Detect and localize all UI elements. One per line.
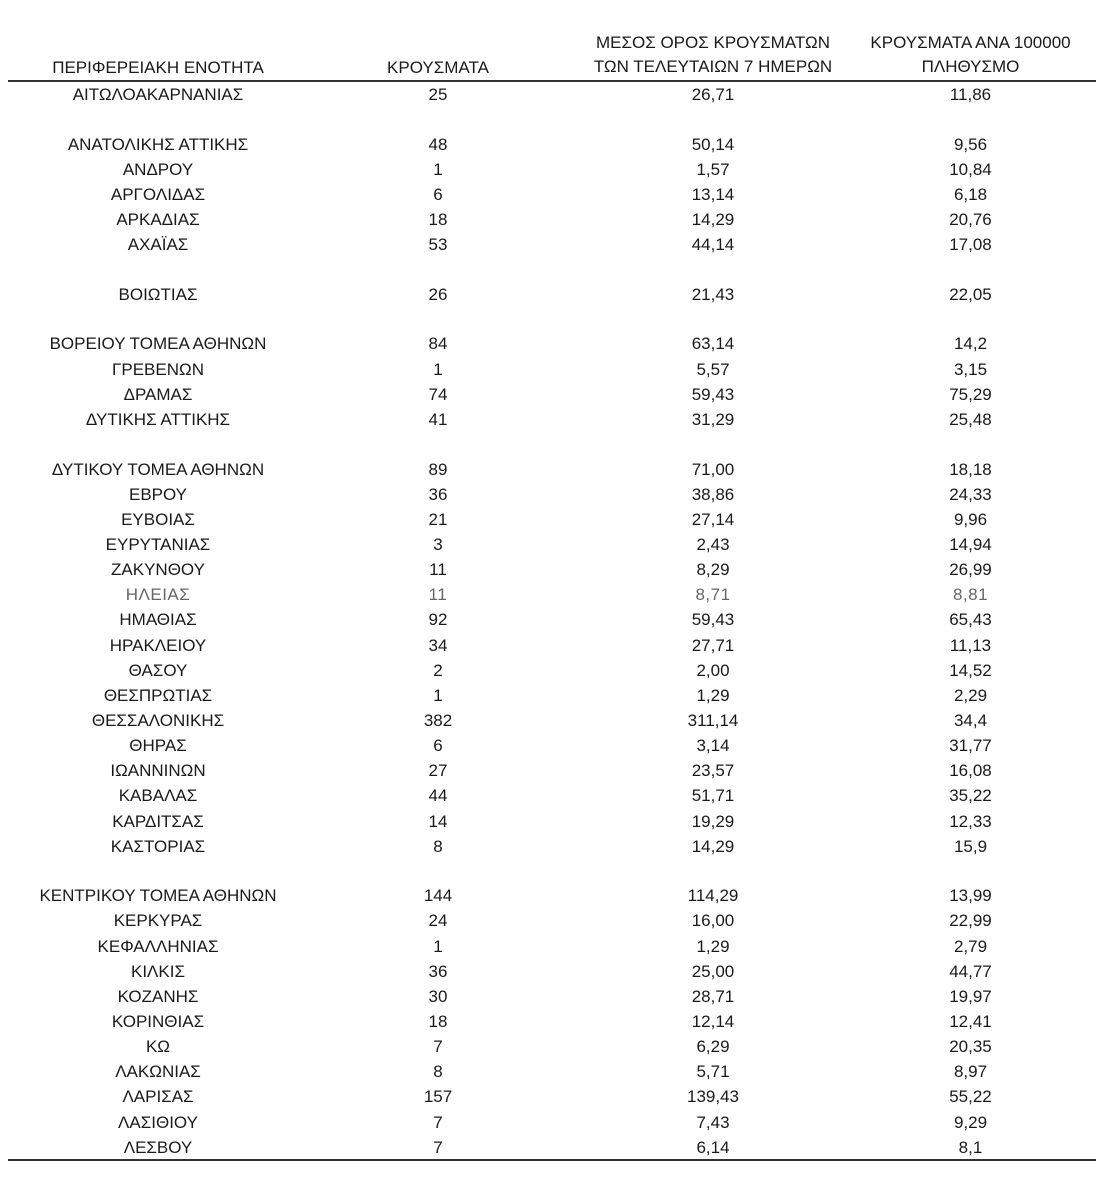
per-100000-cell: 24,33 bbox=[949, 484, 992, 504]
table-row bbox=[8, 633, 1096, 658]
per-100000-cell: 11,13 bbox=[949, 635, 992, 655]
cases-cell: 36 bbox=[428, 484, 448, 504]
per-100000-cell: 6,18 bbox=[953, 184, 988, 204]
table-row bbox=[8, 207, 1096, 232]
per-100000-cell: 2,29 bbox=[953, 685, 988, 705]
header-avg-line1: ΜΕΣΟΣ ΟΡΟΣ ΚΡΟΥΣΜΑΤΩΝ bbox=[596, 33, 830, 52]
table-row bbox=[8, 733, 1096, 758]
avg-7-days-cell: 13,14 bbox=[691, 184, 735, 204]
avg-7-days-cell: 114,29 bbox=[687, 886, 739, 906]
avg-7-days-cell: 8,29 bbox=[696, 560, 730, 580]
region-cell: ΔΡΑΜΑΣ bbox=[123, 384, 193, 404]
region-cell: ΖΑΚΥΝΘΟΥ bbox=[111, 560, 205, 580]
region-cell: ΚΟΖΑΝΗΣ bbox=[117, 986, 199, 1006]
per-100000-cell: 65,43 bbox=[949, 610, 992, 630]
region-cell: ΑΝΔΡΟΥ bbox=[122, 159, 194, 179]
region-cell: ΛΑΣΙΘΙΟΥ bbox=[118, 1112, 198, 1132]
avg-7-days-cell: 19,29 bbox=[691, 811, 735, 831]
per-100000-cell: 75,29 bbox=[949, 384, 992, 404]
per-100000-cell: 25,48 bbox=[949, 409, 992, 429]
region-cell: ΛΑΡΙΣΑΣ bbox=[122, 1087, 194, 1107]
table-header bbox=[8, 0, 1096, 82]
region-cell: ΚΑΒΑΛΑΣ bbox=[118, 786, 198, 806]
per-100000-cell: 31,77 bbox=[949, 736, 992, 756]
table-row bbox=[8, 908, 1096, 933]
cases-cell: 8 bbox=[433, 1062, 443, 1082]
table-row bbox=[8, 382, 1096, 407]
cases-cell: 8 bbox=[433, 836, 443, 856]
per-100000-cell: 44,77 bbox=[949, 961, 992, 981]
cases-cell: 157 bbox=[423, 1087, 453, 1107]
bottom-rule bbox=[8, 1159, 1096, 1161]
avg-7-days-cell: 6,14 bbox=[696, 1137, 730, 1157]
cases-cell: 89 bbox=[428, 459, 448, 479]
table-row bbox=[8, 1009, 1096, 1034]
cases-cell: 7 bbox=[433, 1037, 443, 1057]
per-100000-cell: 22,05 bbox=[949, 284, 992, 304]
cases-cell: 21 bbox=[428, 509, 448, 529]
per-100000-cell: 22,99 bbox=[949, 911, 992, 931]
table-row bbox=[8, 457, 1096, 482]
region-cell: ΑΡΓΟΛΙΔΑΣ bbox=[110, 184, 206, 204]
cases-cell: 92 bbox=[428, 610, 448, 630]
cases-cell: 48 bbox=[428, 134, 448, 154]
table-row bbox=[8, 557, 1096, 582]
per-100000-cell: 16,08 bbox=[949, 761, 992, 781]
cases-cell: 1 bbox=[433, 936, 443, 956]
per-100000-cell: 17,08 bbox=[949, 235, 992, 255]
avg-7-days-cell: 23,57 bbox=[691, 761, 735, 781]
per-100000-cell: 14,2 bbox=[953, 334, 988, 354]
region-cell: ΑΙΤΩΛΟΑΚΑΡΝΑΝΙΑΣ bbox=[72, 85, 244, 104]
avg-7-days-cell: 14,29 bbox=[691, 210, 735, 230]
avg-7-days-cell: 2,00 bbox=[696, 660, 730, 680]
table-row bbox=[8, 331, 1096, 356]
avg-7-days-cell: 63,14 bbox=[691, 334, 735, 354]
table-row bbox=[8, 507, 1096, 532]
header-avg-7-days bbox=[563, 31, 863, 79]
cases-cell: 382 bbox=[423, 710, 453, 730]
table-row bbox=[8, 783, 1096, 808]
per-100000-cell: 12,41 bbox=[949, 1012, 992, 1031]
table-row bbox=[8, 582, 1096, 607]
table-row bbox=[8, 82, 1096, 107]
avg-7-days-cell: 1,29 bbox=[696, 936, 730, 956]
region-cell: ΘΑΣΟΥ bbox=[128, 660, 188, 680]
table-row bbox=[8, 1034, 1096, 1059]
avg-7-days-cell: 7,43 bbox=[696, 1112, 730, 1132]
region-cell: ΕΒΡΟΥ bbox=[128, 484, 188, 504]
region-cell: ΛΕΣΒΟΥ bbox=[123, 1137, 193, 1157]
avg-7-days-cell: 59,43 bbox=[691, 384, 735, 404]
cases-table bbox=[8, 0, 1096, 1160]
cases-cell: 24 bbox=[428, 911, 448, 931]
table-row bbox=[8, 607, 1096, 632]
avg-7-days-cell: 5,57 bbox=[696, 359, 730, 379]
per-100000-cell: 34,4 bbox=[953, 710, 988, 730]
per-100000-cell: 8,81 bbox=[952, 585, 989, 605]
per-100000-cell: 55,22 bbox=[949, 1087, 992, 1107]
cases-cell: 36 bbox=[428, 961, 448, 981]
avg-7-days-cell: 1,57 bbox=[696, 159, 730, 179]
per-100000-cell: 14,52 bbox=[949, 660, 992, 680]
avg-7-days-cell: 26,71 bbox=[691, 85, 735, 104]
per-100000-cell: 15,9 bbox=[953, 836, 988, 856]
cases-cell: 7 bbox=[433, 1112, 443, 1132]
table-row bbox=[8, 834, 1096, 859]
table-row bbox=[8, 1084, 1096, 1109]
avg-7-days-cell: 2,43 bbox=[696, 534, 730, 554]
region-cell: ΘΕΣΣΑΛΟΝΙΚΗΣ bbox=[91, 710, 225, 730]
table-row bbox=[8, 1059, 1096, 1084]
region-cell: ΒΟΙΩΤΙΑΣ bbox=[118, 284, 198, 304]
table-row bbox=[8, 1110, 1096, 1135]
table-row bbox=[8, 482, 1096, 507]
table-row bbox=[8, 157, 1096, 182]
cases-cell: 1 bbox=[433, 359, 443, 379]
region-cell: ΚΑΣΤΟΡΙΑΣ bbox=[110, 836, 206, 856]
per-100000-cell: 9,56 bbox=[953, 134, 988, 154]
cases-cell: 2 bbox=[433, 660, 443, 680]
cases-cell: 25 bbox=[428, 85, 448, 104]
cases-cell: 27 bbox=[428, 761, 448, 781]
per-100000-cell: 35,22 bbox=[949, 786, 992, 806]
per-100000-cell: 10,84 bbox=[949, 159, 992, 179]
cases-cell: 11 bbox=[429, 560, 447, 580]
avg-7-days-cell: 28,71 bbox=[691, 986, 735, 1006]
table-row bbox=[8, 132, 1096, 157]
avg-7-days-cell: 38,86 bbox=[691, 484, 735, 504]
per-100000-cell: 14,94 bbox=[949, 534, 992, 554]
avg-7-days-cell: 14,29 bbox=[691, 836, 735, 856]
table-row bbox=[8, 182, 1096, 207]
avg-7-days-cell: 139,43 bbox=[687, 1087, 739, 1107]
region-cell: ΕΥΒΟΙΑΣ bbox=[121, 509, 195, 529]
cases-cell: 74 bbox=[428, 384, 448, 404]
per-100000-cell: 26,99 bbox=[949, 560, 992, 580]
cases-cell: 11 bbox=[428, 585, 448, 605]
table-body bbox=[8, 82, 1096, 1160]
avg-7-days-cell: 31,29 bbox=[691, 409, 735, 429]
table-row bbox=[8, 883, 1096, 908]
avg-7-days-cell: 71,00 bbox=[691, 459, 735, 479]
avg-7-days-cell: 3,14 bbox=[696, 736, 730, 756]
avg-7-days-cell: 16,00 bbox=[691, 911, 735, 931]
per-100000-cell: 12,33 bbox=[949, 811, 992, 831]
cases-cell: 18 bbox=[428, 1012, 448, 1031]
table-row bbox=[8, 1135, 1096, 1160]
table-row bbox=[8, 658, 1096, 683]
header-per-100000 bbox=[838, 31, 1100, 79]
per-100000-cell: 20,35 bbox=[949, 1037, 992, 1057]
per-100000-cell: 8,97 bbox=[953, 1062, 988, 1082]
avg-7-days-cell: 25,00 bbox=[691, 961, 735, 981]
region-cell: ΗΜΑΘΙΑΣ bbox=[119, 610, 197, 630]
region-cell: ΘΗΡΑΣ bbox=[129, 736, 187, 756]
avg-7-days-cell: 44,14 bbox=[691, 235, 735, 255]
header-avg-line2: ΤΩΝ ΤΕΛΕΥΤΑΙΩΝ 7 ΗΜΕΡΩΝ bbox=[593, 57, 833, 76]
table-row bbox=[8, 758, 1096, 783]
region-cell: ΒΟΡΕΙΟΥ ΤΟΜΕΑ ΑΘΗΝΩΝ bbox=[49, 334, 267, 354]
per-100000-cell: 20,76 bbox=[949, 210, 992, 230]
region-cell: ΚΕΦΑΛΛΗΝΙΑΣ bbox=[97, 936, 219, 956]
table-row bbox=[8, 232, 1096, 257]
per-100000-cell: 18,18 bbox=[949, 459, 992, 479]
table-row bbox=[8, 357, 1096, 382]
region-cell: ΕΥΡΥΤΑΝΙΑΣ bbox=[105, 534, 211, 554]
cases-cell: 34 bbox=[428, 635, 448, 655]
avg-7-days-cell: 21,43 bbox=[691, 284, 735, 304]
cases-cell: 26 bbox=[428, 284, 448, 304]
cases-cell: 144 bbox=[423, 886, 453, 906]
cases-cell: 1 bbox=[433, 685, 443, 705]
region-cell: ΑΝΑΤΟΛΙΚΗΣ ΑΤΤΙΚΗΣ bbox=[67, 134, 249, 154]
table-row bbox=[8, 708, 1096, 733]
table-row bbox=[8, 934, 1096, 959]
region-cell: ΚΙΛΚΙΣ bbox=[131, 961, 185, 981]
avg-7-days-cell: 6,29 bbox=[696, 1037, 730, 1057]
avg-7-days-cell: 12,14 bbox=[691, 1012, 735, 1031]
cases-cell: 3 bbox=[433, 534, 443, 554]
cases-cell: 41 bbox=[428, 409, 448, 429]
region-cell: ΚΕΝΤΡΙΚΟΥ ΤΟΜΕΑ ΑΘΗΝΩΝ bbox=[39, 886, 277, 906]
per-100000-cell: 13,99 bbox=[949, 886, 992, 906]
header-cases: ΚΡΟΥΣΜΑΤΑ bbox=[387, 58, 489, 77]
region-cell: ΚΩ bbox=[145, 1037, 171, 1057]
avg-7-days-cell: 51,71 bbox=[691, 786, 735, 806]
per-100000-cell: 9,96 bbox=[953, 509, 988, 529]
header-per-line1: ΚΡΟΥΣΜΑΤΑ ΑΝΑ 100000 bbox=[870, 33, 1071, 52]
region-cell: ΚΑΡΔΙΤΣΑΣ bbox=[112, 811, 204, 831]
table-row bbox=[8, 683, 1096, 708]
avg-7-days-cell: 27,71 bbox=[691, 635, 735, 655]
table-row bbox=[8, 407, 1096, 432]
per-100000-cell: 9,29 bbox=[953, 1112, 988, 1132]
region-cell: ΚΕΡΚΥΡΑΣ bbox=[113, 911, 203, 931]
per-100000-cell: 8,1 bbox=[958, 1137, 983, 1157]
table-row bbox=[8, 809, 1096, 834]
region-cell: ΓΡΕΒΕΝΩΝ bbox=[112, 359, 204, 379]
cases-cell: 18 bbox=[428, 210, 448, 230]
region-cell: ΚΟΡΙΝΘΙΑΣ bbox=[111, 1012, 205, 1031]
per-100000-cell: 11,86 bbox=[949, 85, 992, 104]
region-cell: ΙΩΑΝΝΙΝΩΝ bbox=[110, 761, 206, 781]
avg-7-days-cell: 59,43 bbox=[691, 610, 735, 630]
cases-cell: 53 bbox=[428, 235, 448, 255]
per-100000-cell: 3,15 bbox=[953, 359, 988, 379]
header-region: ΠΕΡΙΦΕΡΕΙΑΚΗ ΕΝΟΤΗΤΑ bbox=[52, 58, 264, 77]
avg-7-days-cell: 8,71 bbox=[695, 585, 731, 605]
region-cell: ΛΑΚΩΝΙΑΣ bbox=[115, 1062, 201, 1082]
region-cell: ΗΛΕΙΑΣ bbox=[125, 585, 191, 605]
table-row bbox=[8, 282, 1096, 307]
cases-cell: 44 bbox=[428, 786, 448, 806]
region-cell: ΑΧΑΪΑΣ bbox=[127, 235, 189, 255]
cases-cell: 7 bbox=[433, 1137, 443, 1157]
header-per-line2: ΠΛΗΘΥΣΜΟ bbox=[921, 57, 1020, 76]
avg-7-days-cell: 5,71 bbox=[696, 1062, 730, 1082]
per-100000-cell: 19,97 bbox=[949, 986, 992, 1006]
avg-7-days-cell: 50,14 bbox=[691, 134, 735, 154]
table-row bbox=[8, 532, 1096, 557]
cases-cell: 6 bbox=[433, 736, 443, 756]
per-100000-cell: 2,79 bbox=[953, 936, 988, 956]
region-cell: ΑΡΚΑΔΙΑΣ bbox=[116, 210, 200, 230]
cases-cell: 6 bbox=[433, 184, 443, 204]
cases-cell: 84 bbox=[428, 334, 448, 354]
cases-cell: 30 bbox=[428, 986, 448, 1006]
table-row bbox=[8, 959, 1096, 984]
cases-cell: 14 bbox=[428, 811, 448, 831]
region-cell: ΔΥΤΙΚΟΥ ΤΟΜΕΑ ΑΘΗΝΩΝ bbox=[51, 459, 265, 479]
table-row bbox=[8, 984, 1096, 1009]
region-cell: ΘΕΣΠΡΩΤΙΑΣ bbox=[103, 685, 213, 705]
region-cell: ΗΡΑΚΛΕΙΟΥ bbox=[109, 635, 207, 655]
cases-cell: 1 bbox=[433, 159, 443, 179]
region-cell: ΔΥΤΙΚΗΣ ΑΤΤΙΚΗΣ bbox=[85, 409, 231, 429]
avg-7-days-cell: 311,14 bbox=[687, 710, 739, 730]
avg-7-days-cell: 27,14 bbox=[691, 509, 735, 529]
avg-7-days-cell: 1,29 bbox=[696, 685, 730, 705]
